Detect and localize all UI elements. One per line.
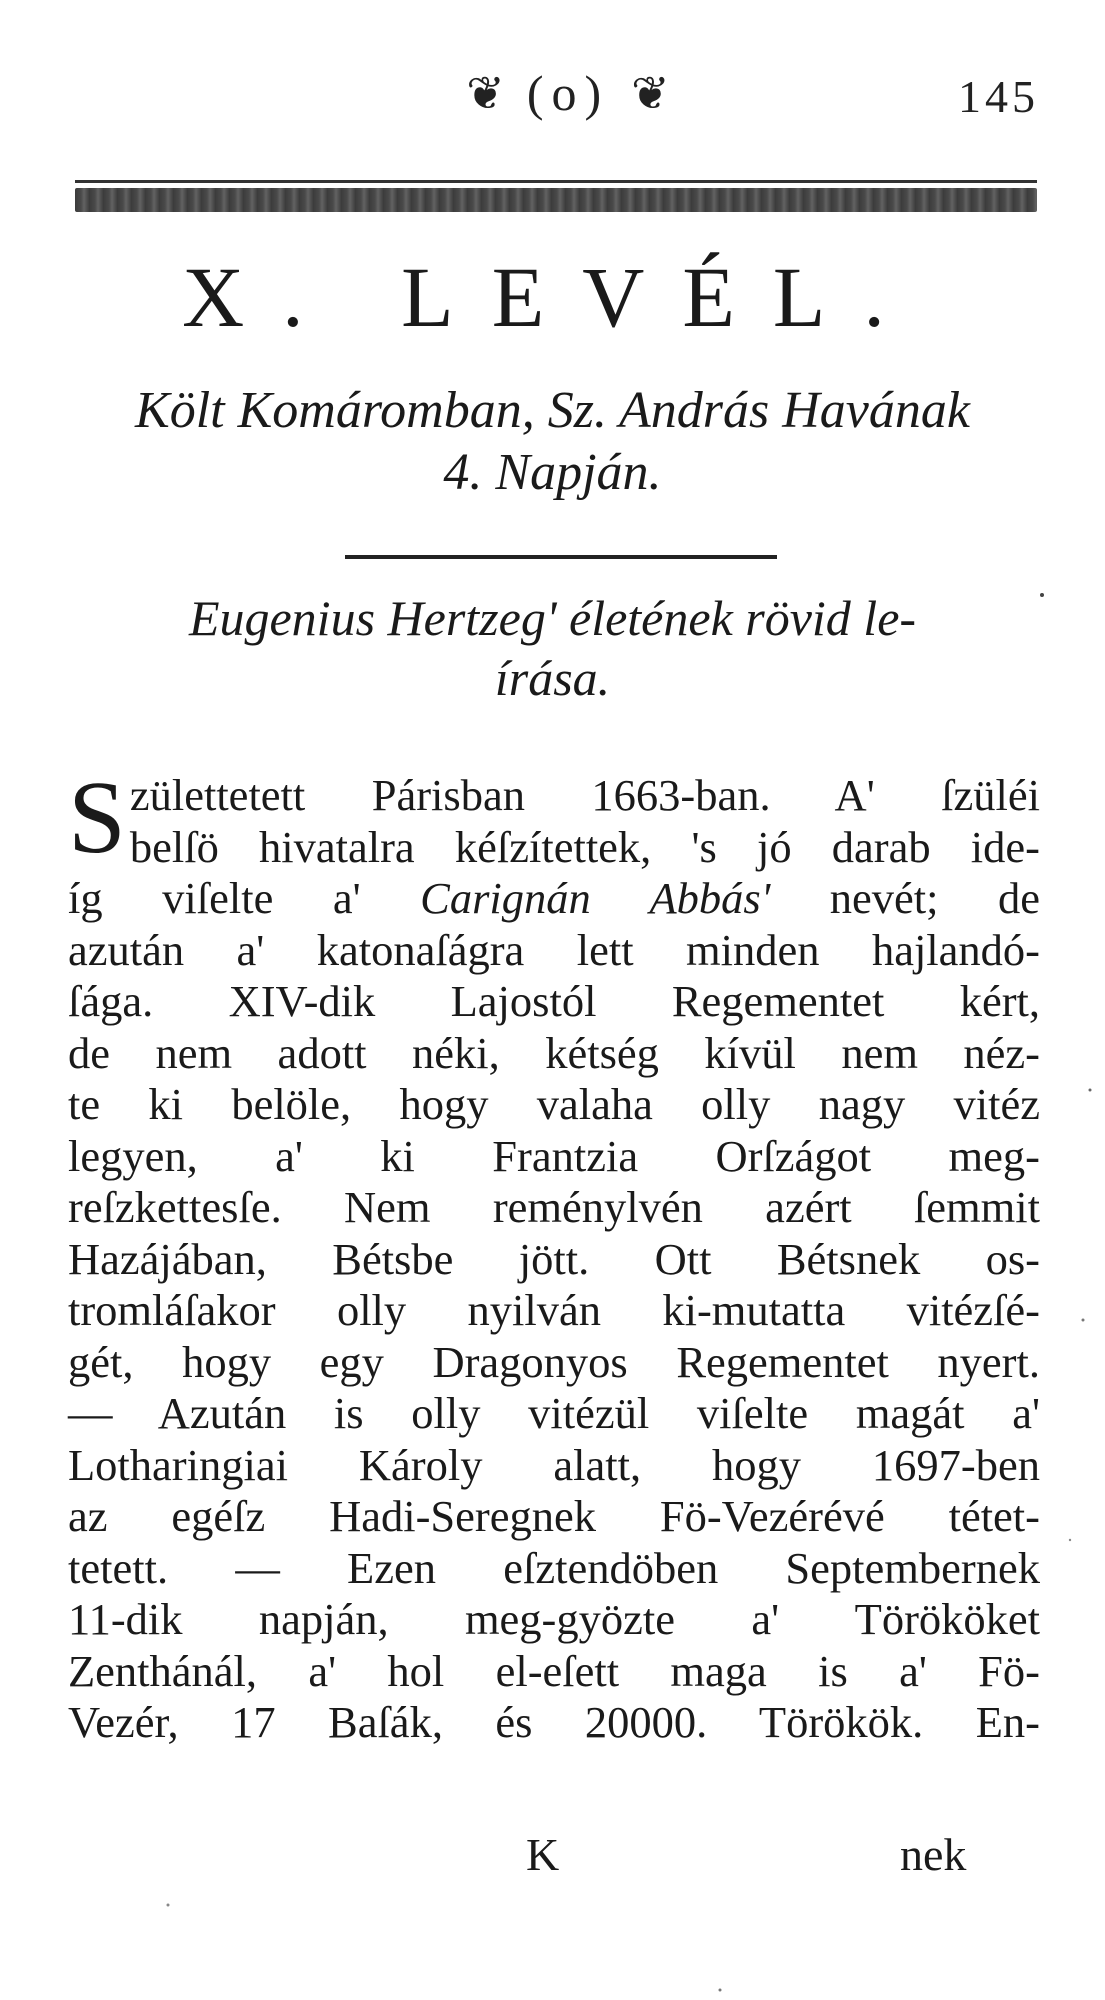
running-head-mark: (o) [526,65,610,121]
subtitle-line-1: Eugenius Hertzeg' életének rövid le- [188,590,917,646]
signature-mark: K [526,1829,560,1880]
floral-ornament-icon: ❦ [631,66,670,120]
body-line: tromláſakor olly nyilván ki-mutatta vitézſé- [68,1285,1040,1335]
dateline-line-1: Költ Komáromban, Sz. András Havának [135,382,970,439]
body-text [68,760,1040,1749]
body-line: legyen, a' ki Frantzia Orſzágot meg- [68,1130,1040,1181]
header-rule-thin [75,180,1037,183]
body-line: Hazájában, Bétsbe jött. Ott Bétsnek os- [68,1233,1040,1284]
body-line: az egéſz Hadi-Seregnek Fö-Vezérévé tétet- [68,1491,1040,1541]
body-line: ſága. XIV-dik Lajostól Regementet kért, [68,976,1040,1026]
running-head-ornaments [388,58,748,128]
body-line: azután a' katonaſágra lett minden hajlandó- [68,924,1040,975]
body-line: 11-dik napján, meg-gyözte a' Törököket [68,1594,1040,1644]
body-line: Lotharingiai Károly alatt, hogy 1697-ben [68,1439,1040,1490]
floral-ornament-icon: ❦ [466,66,505,120]
body-line: Vezér, 17 Baſák, és 20000. Törökök. En- [68,1697,1040,1747]
subtitle [100,588,1005,708]
body-line: Zenthánál, a' hol el-eſett maga is a' Fö- [68,1645,1040,1696]
body-line: te ki belöle, hogy valaha olly nagy vitéz [68,1079,1040,1129]
body-line-segment: íg viſelte a' [68,873,421,923]
dateline-line-2: 4. Napján. [443,444,662,501]
running-head [0,58,1105,128]
body-line: — Azután is olly vitézül viſelte magát a' [68,1388,1040,1438]
body-line: gét, hogy egy Dragonyos Regementet nyert. [68,1336,1040,1387]
page-number: 145 [958,71,1039,122]
subtitle-line-2: írása. [494,650,611,706]
body-line-segment: nevét; de [770,873,1040,923]
header-rule [75,188,1037,212]
body-line: de nem adott néki, kétség kívül nem néz- [68,1027,1040,1078]
catchword: nek [900,1829,967,1880]
letter-title: X. LEVÉL. [182,249,923,345]
body-line: reſzkettesſe. Nem reménylvén azért ſemmit [68,1182,1040,1232]
body-line-mixed [68,873,1040,925]
dateline [60,380,1045,504]
body-line: zülettetett Párisban 1663-ban. A' ſzüléi [129,770,1040,820]
body-line: tetett. — Ezen eſztendöben Septembernek [68,1542,1040,1593]
drop-cap: S [68,760,126,875]
body-line: belſö hivatalra kéſzítettek, 's jó darab ide- [129,821,1040,872]
italic-name: Carignán Abbás' [420,873,771,923]
section-rule [345,555,777,559]
